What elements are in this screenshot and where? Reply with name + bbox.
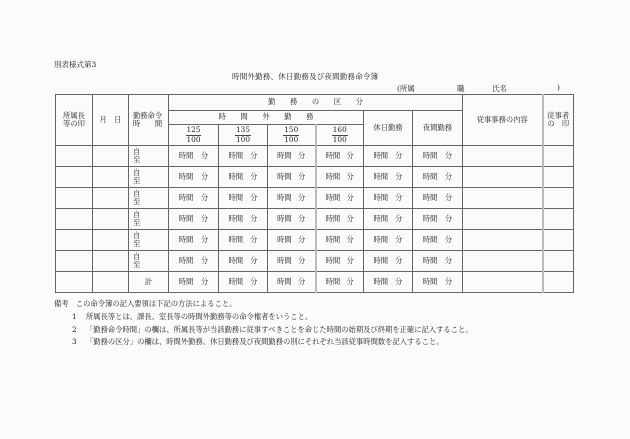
order-time-cell[interactable]: 自 至 <box>129 188 169 209</box>
rate-150: $\frac{150}{100}$ <box>268 125 316 146</box>
duty-content-cell[interactable] <box>463 251 543 272</box>
hours-minutes-cell[interactable]: 時間 分 <box>169 230 219 251</box>
duty-content-cell[interactable] <box>463 209 543 230</box>
document-title: 時間外勤務、休日勤務及び夜間勤務命令簿 <box>232 72 379 81</box>
duty-content-cell[interactable] <box>463 230 543 251</box>
supervisor-seal-cell[interactable] <box>56 167 93 188</box>
order-register-table <box>55 94 574 293</box>
hours-minutes-cell[interactable]: 時間 分 <box>268 209 316 230</box>
table-row <box>56 251 574 272</box>
date-cell[interactable] <box>93 167 129 188</box>
rate-160: $\frac{160}{100}$ <box>316 125 364 146</box>
hours-minutes-cell[interactable]: 時間 分 <box>316 251 364 272</box>
worker-seal-cell[interactable] <box>543 230 574 251</box>
header-overtime: 時 間 外 勤 務 <box>169 111 364 125</box>
hours-minutes-cell[interactable]: 時間 分 <box>413 209 463 230</box>
date-cell[interactable] <box>93 209 129 230</box>
header-text: 勤務命令 <box>133 110 163 120</box>
worker-seal-cell[interactable] <box>543 167 574 188</box>
worker-seal-cell[interactable] <box>543 272 574 293</box>
header-text: 等の印 <box>63 119 85 128</box>
hours-minutes-cell[interactable]: 時間 分 <box>413 167 463 188</box>
header-work-category: 勤 務 の 区 分 <box>169 95 463 111</box>
hours-minutes-cell[interactable]: 時間 分 <box>316 167 364 188</box>
table-row <box>56 167 574 188</box>
hours-minutes-cell[interactable]: 時間 分 <box>364 209 413 230</box>
hours-minutes-cell[interactable]: 時間 分 <box>169 272 219 293</box>
header-text: の 印 <box>547 119 570 128</box>
hours-minutes-cell[interactable]: 時間 分 <box>413 230 463 251</box>
hours-minutes-cell[interactable]: 時間 分 <box>219 146 268 167</box>
hours-minutes-cell[interactable]: 時間 分 <box>169 251 219 272</box>
hours-minutes-cell[interactable]: 時間 分 <box>364 251 413 272</box>
order-time-cell[interactable]: 自 至 <box>129 251 169 272</box>
hours-minutes-cell[interactable]: 時間 分 <box>316 209 364 230</box>
duty-content-cell[interactable] <box>463 188 543 209</box>
note-item: 1 所属長等とは、課長、室長等の時間外勤務等の命令権者をいうこと。 <box>72 311 313 321</box>
duty-content-cell[interactable] <box>463 167 543 188</box>
table-row <box>56 188 574 209</box>
order-time-cell[interactable]: 自 至 <box>129 167 169 188</box>
worker-seal-cell[interactable] <box>543 188 574 209</box>
table-row <box>56 146 574 167</box>
header-night: 夜間勤務 <box>413 111 463 146</box>
header-holiday: 休日勤務 <box>364 111 413 146</box>
total-row <box>56 272 574 293</box>
header-supervisor-seal <box>56 95 93 146</box>
supervisor-seal-cell[interactable] <box>56 188 93 209</box>
order-time-cell[interactable]: 自 至 <box>129 230 169 251</box>
rate-135: $\frac{135}{100}$ <box>219 125 268 146</box>
date-cell[interactable] <box>93 188 129 209</box>
total-label: 計 <box>129 272 169 293</box>
supervisor-seal-cell[interactable] <box>56 272 93 293</box>
header-order-time <box>129 95 169 146</box>
hours-minutes-cell[interactable]: 時間 分 <box>219 209 268 230</box>
hours-minutes-cell[interactable]: 時間 分 <box>413 188 463 209</box>
worker-seal-cell[interactable] <box>543 251 574 272</box>
header-text: 時 間 <box>133 119 163 128</box>
hours-minutes-cell[interactable]: 時間 分 <box>413 272 463 293</box>
form-number: 別表様式第3 <box>54 60 97 69</box>
hours-minutes-cell[interactable]: 時間 分 <box>169 167 219 188</box>
notes-heading: 備考 この命令簿の記入要領は下記の方法によること。 <box>54 299 237 308</box>
table-row <box>56 230 574 251</box>
notes-section <box>54 298 473 349</box>
hours-minutes-cell[interactable]: 時間 分 <box>219 188 268 209</box>
hours-minutes-cell[interactable]: 時間 分 <box>413 251 463 272</box>
name-label: 氏名 <box>492 84 507 93</box>
table-row <box>56 209 574 230</box>
worker-seal-cell[interactable] <box>543 209 574 230</box>
hours-minutes-cell[interactable]: 時間 分 <box>316 230 364 251</box>
hours-minutes-cell[interactable]: 時間 分 <box>169 146 219 167</box>
hours-minutes-cell[interactable]: 時間 分 <box>219 251 268 272</box>
hours-minutes-cell[interactable]: 時間 分 <box>268 188 316 209</box>
hours-minutes-cell[interactable]: 時間 分 <box>268 251 316 272</box>
hours-minutes-cell[interactable]: 時間 分 <box>268 230 316 251</box>
post-label: 職 <box>457 84 465 93</box>
date-cell[interactable] <box>93 146 129 167</box>
hours-minutes-cell[interactable]: 時間 分 <box>364 272 413 293</box>
hours-minutes-cell[interactable]: 時間 分 <box>364 188 413 209</box>
header-text: 所属長 <box>63 110 85 120</box>
date-cell[interactable] <box>93 272 129 293</box>
date-cell[interactable] <box>93 230 129 251</box>
duty-content-cell[interactable] <box>463 272 543 293</box>
header-duty-content: 従事事務の内容 <box>463 95 543 146</box>
rate-125: $\frac{125}{100}$ <box>169 125 219 146</box>
order-time-cell[interactable]: 自 至 <box>129 146 169 167</box>
header-date: 月 日 <box>93 95 129 146</box>
date-cell[interactable] <box>93 251 129 272</box>
affiliation-line <box>397 83 567 93</box>
hours-minutes-cell[interactable]: 時間 分 <box>413 146 463 167</box>
hours-minutes-cell[interactable]: 時間 分 <box>268 272 316 293</box>
header-text: 従事者 <box>547 110 570 120</box>
hours-minutes-cell[interactable]: 時間 分 <box>169 188 219 209</box>
note-item: 2 「勤務命令時間」の欄は、所属長等が当該勤務に従事すべきことを命じた時間の始期及び終期を正確に記入すること。 <box>72 324 473 334</box>
hours-minutes-cell[interactable]: 時間 分 <box>268 146 316 167</box>
supervisor-seal-cell[interactable] <box>56 209 93 230</box>
hours-minutes-cell[interactable]: 時間 分 <box>219 167 268 188</box>
hours-minutes-cell[interactable]: 時間 分 <box>219 272 268 293</box>
note-item: 3 「勤務の区分」の欄は、時間外勤務、休日勤務及び夜間勤務の別にそれぞれ当該従事時間数を記入すること。 <box>72 337 444 347</box>
hours-minutes-cell[interactable]: 時間 分 <box>316 188 364 209</box>
supervisor-seal-cell[interactable] <box>56 146 93 167</box>
worker-seal-cell[interactable] <box>543 146 574 167</box>
hours-minutes-cell[interactable]: 時間 分 <box>364 230 413 251</box>
order-time-cell[interactable]: 自 至 <box>129 209 169 230</box>
hours-minutes-cell[interactable]: 時間 分 <box>364 167 413 188</box>
duty-content-cell[interactable] <box>463 146 543 167</box>
hours-minutes-cell[interactable]: 時間 分 <box>268 167 316 188</box>
affiliation-close: ) <box>557 83 560 92</box>
header-worker-seal <box>543 95 574 146</box>
hours-minutes-cell[interactable]: 時間 分 <box>364 146 413 167</box>
hours-minutes-cell[interactable]: 時間 分 <box>169 209 219 230</box>
supervisor-seal-cell[interactable] <box>56 251 93 272</box>
affiliation-label: (所属 <box>397 84 415 93</box>
hours-minutes-cell[interactable]: 時間 分 <box>316 146 364 167</box>
hours-minutes-cell[interactable]: 時間 分 <box>316 272 364 293</box>
hours-minutes-cell[interactable]: 時間 分 <box>219 230 268 251</box>
supervisor-seal-cell[interactable] <box>56 230 93 251</box>
